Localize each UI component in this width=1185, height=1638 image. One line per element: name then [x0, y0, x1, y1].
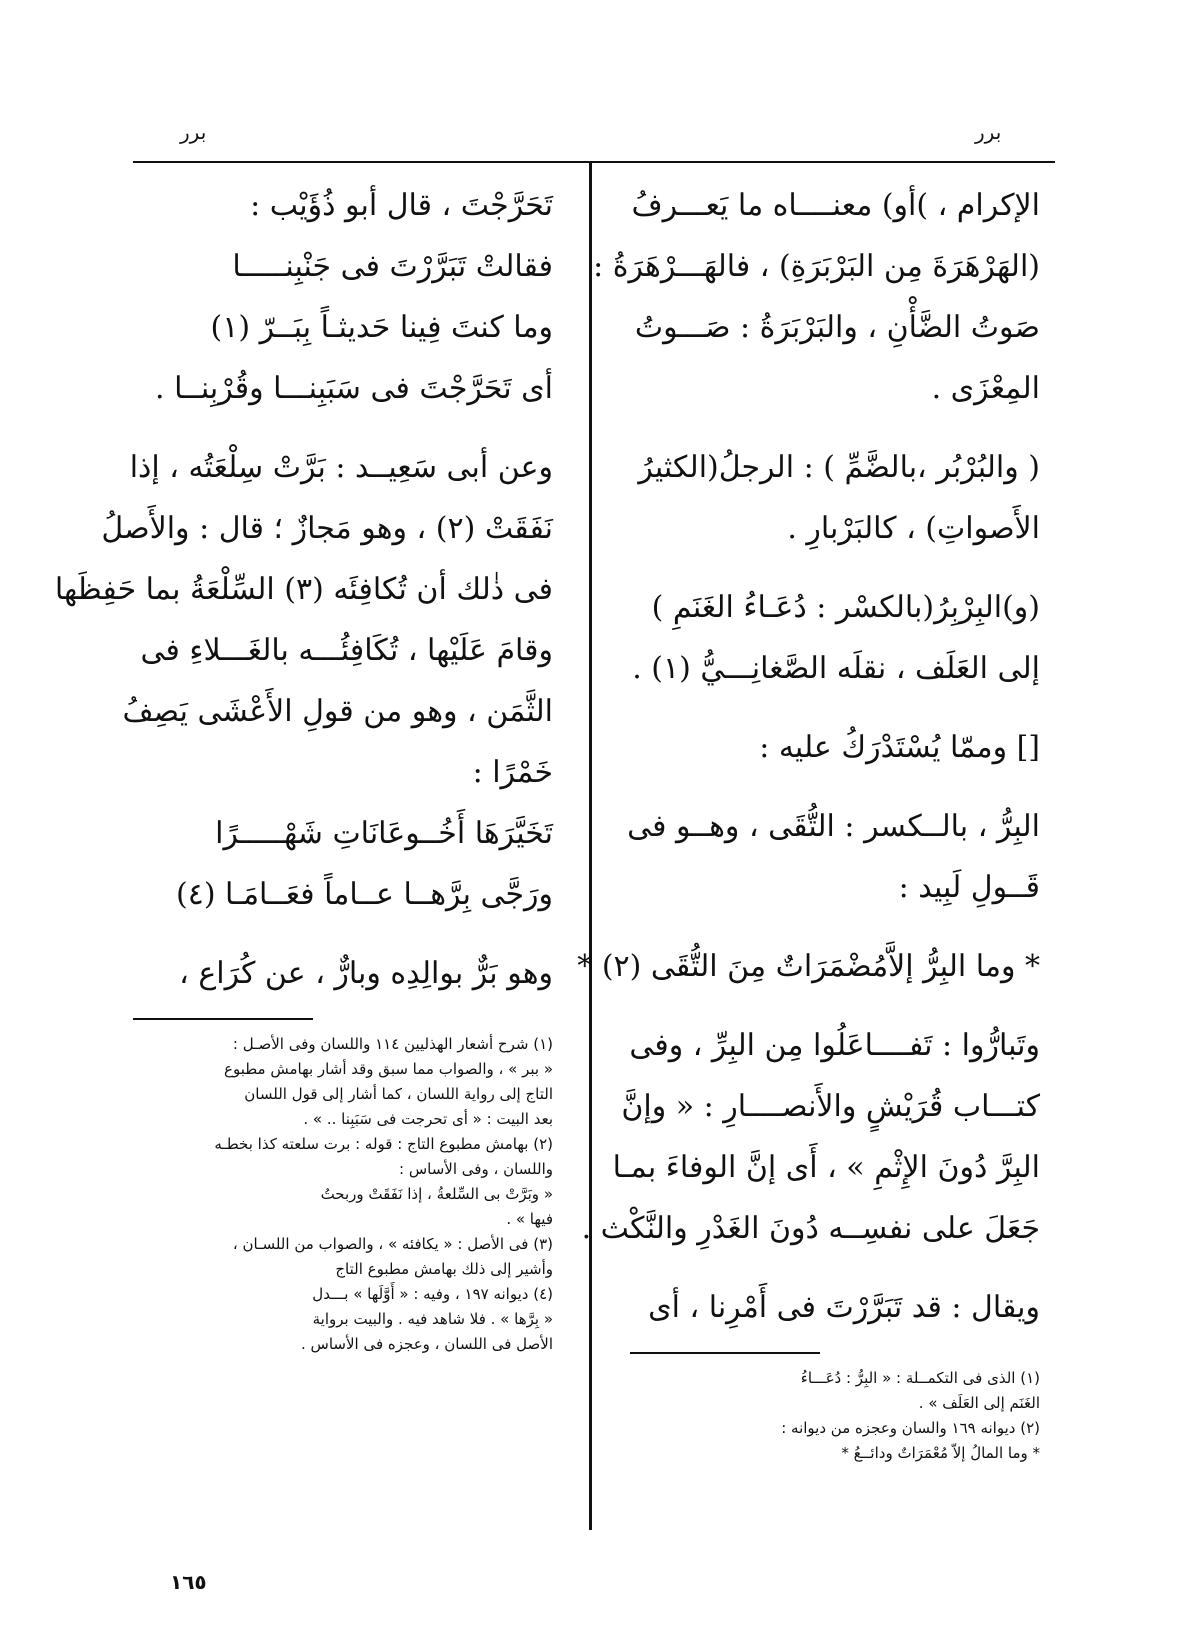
footnote-line: (٢) ديوانه ١٦٩ والسان وعجزه من ديوانه :	[781, 1419, 1040, 1437]
text-line: (الهَرْهَرَةَ مِن البَرْبَرَةِ) ، فالهَـــرْهَرَةُ :	[593, 249, 1040, 284]
running-header-right: برر	[975, 120, 1002, 144]
text-line: تَحَرَّجْتَ ، قال أبو ذُؤَيْب :	[250, 188, 553, 223]
text-line: إلى العَلَف ، نقلَه الصَّغانِـــيُّ (١) .	[632, 651, 1040, 686]
footnote-line: (٣) فى الأصل : « يكافئه » ، والصواب من اللسـان ،	[232, 1235, 553, 1253]
text-line: (و)البِرْبِرُ(بالكسْر : دُعَـاءُ الغَنَمِ )	[651, 590, 1040, 625]
text-line: الثَّمَن ، وهو من قولِ الأَعْشَى يَصِفُ	[122, 694, 553, 729]
text-line: * وما البِرُّ إلاَّمُضْمَرَاتٌ مِنَ التُّقَى (٢) *	[577, 949, 1040, 984]
text-line: وهو بَرٌّ بوالِدِه وبارٌّ ، عن كُرَاع ،	[179, 956, 553, 991]
footnote-line: التاج إلى رواية اللسان ، كما أشار إلى قول اللسان	[244, 1085, 553, 1103]
text-line: الأَصواتِ) ، كالبَرْبارِ .	[787, 511, 1040, 546]
text-line: البِرُّ ، بالــكسر : التُّقَى ، وهــو فى	[627, 809, 1040, 844]
text-line: ورَجَّى بِرَّهــا عــاماً فعَــامَـا (٤)	[175, 877, 553, 912]
footnote-line: « بِرَّها » . فلا شاهد فيه . والبيت برواية	[312, 1310, 553, 1328]
right-column-text	[577, 175, 1040, 1338]
text-line: فقالتْ تَبَرَّرْتَ فى جَنْبِنـــــا	[232, 249, 553, 284]
text-line: ( والبُرْبُر ،بالضَّمِّ ) : الرجلُ(الكثيرُ	[638, 450, 1040, 485]
footnote-line: * وما المالُ إلاّ مُعْمَرَاتٌ ودائــعُ *	[841, 1444, 1040, 1462]
footnote-line: (٤) ديوانه ١٩٧ ، وفيه : « أَوَّلَها » بـــدل	[312, 1285, 553, 1303]
header-rule	[133, 161, 1055, 163]
text-line: الإكرام ، )أو) معنــــاه ما يَعـــرفُ	[631, 188, 1040, 223]
left-column-text	[54, 175, 553, 1004]
footnote-line: (٢) بهامش مطبوع التاج : قوله : برت سلعته كذا بخطـه	[214, 1135, 553, 1153]
text-line: وقامَ عَلَيْها ، تُكَافِئُـــه بالغَـــلاءِ فى	[140, 633, 553, 668]
text-line: كتـــاب قُرَيْشٍ والأَنصــــارِ : « وإنَّ	[621, 1089, 1040, 1124]
text-line: تَخَيَّرَهَا أَخُــوعَانَاتِ شَهْـــــرًا	[215, 816, 553, 851]
column-divider	[589, 163, 592, 1530]
footnote-line: (١) الذى فى التكمــلة : « البِرُّ : دُعَـــاءُ	[800, 1369, 1040, 1387]
right-column	[577, 175, 1040, 1466]
running-header-left: برر	[180, 120, 207, 144]
footnote-rule	[630, 1352, 820, 1354]
page-number: ١٦٥	[170, 1570, 207, 1594]
footnote-line: (١) شرح أشعار الهذليين ١١٤ واللسان وفى الأصـل :	[232, 1035, 553, 1053]
right-column-footnotes	[630, 1366, 1040, 1466]
footnote-rule	[133, 1018, 313, 1020]
text-line: جَعَلَ على نفسِــه دُونَ الغَدْرِ والنَّكْث .	[581, 1211, 1040, 1246]
footnote-line: واللسان ، وفى الأساس :	[399, 1160, 553, 1178]
left-column	[54, 175, 553, 1357]
text-line: وعن أبى سَعِيــد : بَرَّتْ سِلْعَتُه ، إذا	[129, 450, 553, 485]
text-line: فى ذٰلك أن تُكافِئَه (٣) السِّلْعَةُ بما حَفِظَها	[54, 572, 553, 607]
footnote-line: الغَنَم إلى العَلَف » .	[918, 1394, 1040, 1412]
text-line: خَمْرًا :	[472, 755, 553, 790]
footnote-line: فيها » .	[506, 1210, 553, 1228]
footnote-line: « وبَرَّتْ بى السِّلعةُ ، إذا نَفَقَتْ وربحتُ	[320, 1185, 553, 1203]
footnote-line: الأصل فى اللسان ، وعجزه فى الأساس .	[300, 1335, 553, 1353]
left-column-footnotes	[133, 1032, 553, 1357]
text-line: وما كنتَ فِينا حَديثـاً بِبَــرّ (١)	[210, 310, 553, 345]
text-line: ويقال : قد تَبَرَّرْتَ فى أَمْرِنا ، أى	[648, 1290, 1040, 1325]
text-line: صَوتُ الضَّأْنِ ، والبَرْبَرَةُ : صَـــوتُ	[634, 310, 1040, 345]
text-line: وتَبارُّوا : تَفــــاعَلُوا مِن البِرِّ ، وفى	[629, 1028, 1040, 1063]
footnote-line: « ببر » ، والصواب مما سبق وقد أشار بهامش مطبوع	[224, 1060, 553, 1078]
footnote-line: وأشير إلى ذلك بهامش مطبوع التاج	[335, 1260, 553, 1278]
text-line: البِرَّ دُونَ الإِثْمِ » ، أَى إنَّ الوفاءَ بمـا	[612, 1150, 1040, 1185]
text-line: قَــولِ لَبِيد :	[898, 870, 1040, 905]
text-line: نَفَقَتْ (٢) ، وهو مَجازٌ ؛ قال : والأَصلُ	[101, 511, 553, 546]
text-line: أى تَحَرَّجْتَ فى سَبَبِنـــا وقُرْبِنــا .	[155, 371, 553, 406]
footnote-line: بعد البيت : « أى تحرجت فى سَبَبِنا .. » .	[303, 1110, 553, 1128]
text-line: المِعْزَى .	[931, 371, 1040, 406]
text-line: [] وممّا يُسْتَدْرَكُ عليه :	[759, 730, 1040, 765]
